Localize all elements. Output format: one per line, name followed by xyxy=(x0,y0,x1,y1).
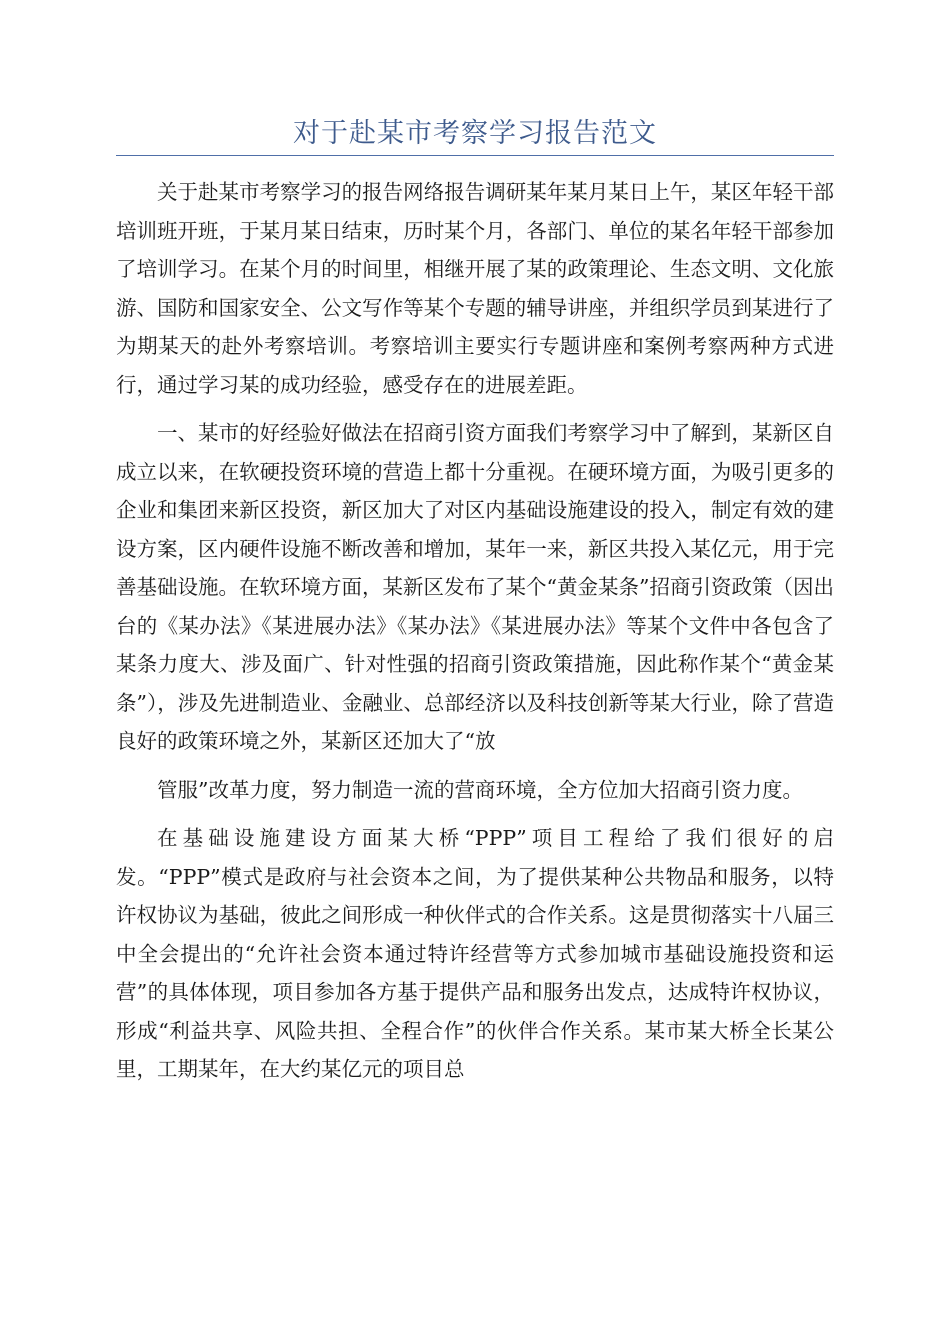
paragraph-investment-continued: 管服”改革力度，努力制造一流的营商环境，全方位加大招商引资力度。 xyxy=(157,777,803,802)
title-underline xyxy=(116,155,834,156)
paragraph-investment: 一、某市的好经验好做法在招商引资方面我们考察学习中了解到，某新区自成立以来，在软硬投资环境的营造上都十分重视。在硬环境方面，为吸引更多的企业和集团来新区投资，新区加大了对区内基础设施建设的投入，制定有效的建设方案，区内硬件设施不断改善和增加，某年一来，新区共投入某亿元，用于完善基础设施。在软环境方面，某新区发布了某个“黄金某条”招商引资政策（因出台的《某办法》《某进展办法》《某办法》《某进展办法》等某个文件中各包含了某条力度大、涉及面广、针对性强的招商引资政策措施，因此称作某个“黄金某条”），涉及先进制造业、金融业、总部经济以及科技创新等某大行业，除了营造良好的政策环境之外，某新区还加大了“放 xyxy=(116,421,834,753)
paragraph-intro: 关于赴某市考察学习的报告网络报告调研某年某月某日上午，某区年轻干部培训班开班，于某月某日结束，历时某个月，各部门、单位的某名年轻干部参加了培训学习。在某个月的时间里，相继开展了某的政策理论、生态文明、文化旅游、国防和国家安全、公文写作等某个专题的辅导讲座，并组织学员到某进行了为期某天的赴外考察培训。考察培训主要实行专题讲座和案例考察两种方式进行，通过学习某的成功经验，感受存在的进展差距。 xyxy=(116,180,834,397)
document-body xyxy=(116,173,834,1089)
document-title: 对于赴某市考察学习报告范文 xyxy=(293,118,657,149)
paragraph-infrastructure: 在基础设施建设方面某大桥“PPP”项目工程给了我们很好的启发。“PPP”模式是政府与社会资本之间，为了提供某种公共物品和服务，以特许权协议为基础，彼此之间形成一种伙伴式的合作关系。这是贯彻落实十八届三中全会提出的“允许社会资本通过特许经营等方式参加城市基础设施投资和运营”的具体体现，项目参加各方基于提供产品和服务出发点，达成特许权协议，形成“利益共享、风险共担、全程合作”的伙伴合作关系。某市某大桥全长某公里，工期某年，在大约某亿元的项目总 xyxy=(116,826,834,1081)
